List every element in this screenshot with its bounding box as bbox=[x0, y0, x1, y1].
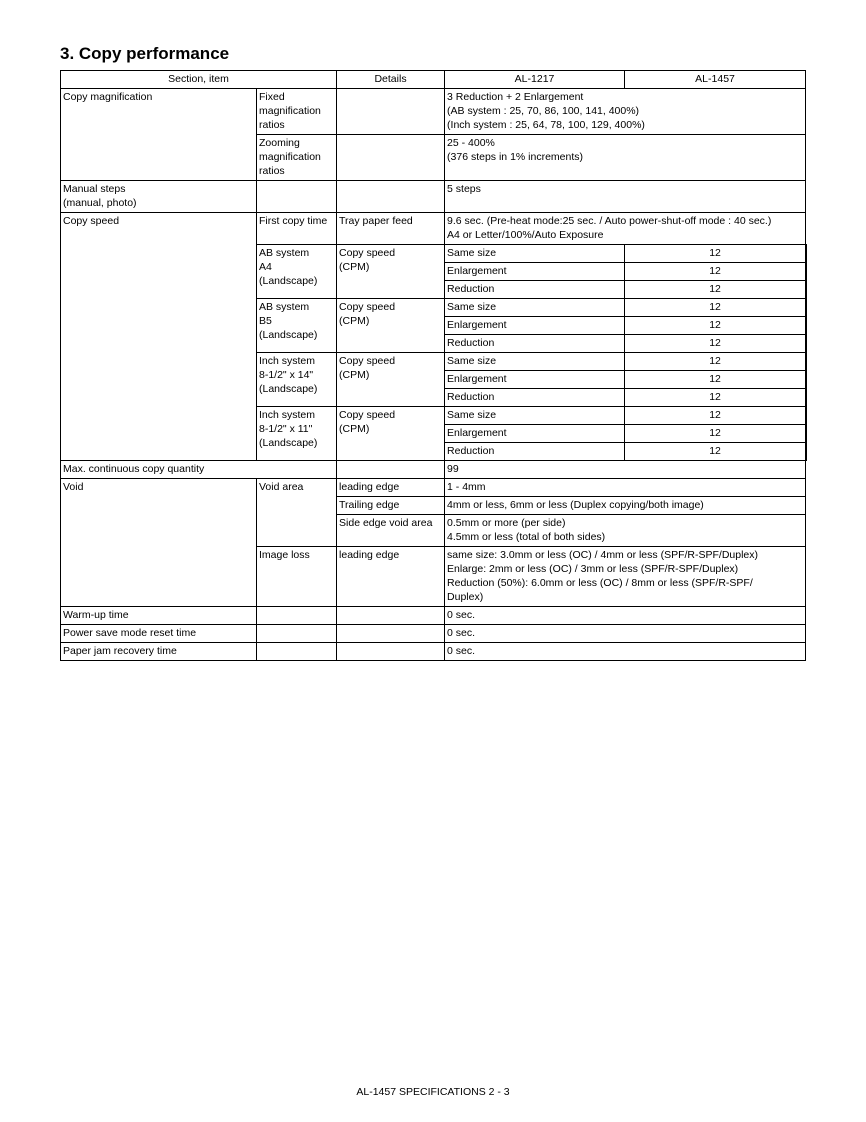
speed-value-a: 12 bbox=[625, 263, 806, 281]
void-side-label: Side edge void area bbox=[337, 515, 445, 547]
void-trailing-value: 4mm or less, 6mm or less (Duplex copying/both image) bbox=[445, 497, 806, 515]
empty-cell bbox=[337, 181, 445, 213]
speed-mode: Reduction bbox=[445, 389, 625, 407]
speed-value-a: 12 bbox=[625, 245, 806, 263]
fixed-magnification-value: 3 Reduction + 2 Enlargement (AB system : 25, 70, 86, 100, 141, 400%) (Inch system : 25, 64, 78, 100, 129, 400%) bbox=[445, 89, 806, 135]
empty-cell bbox=[337, 625, 445, 643]
empty-cell bbox=[337, 643, 445, 661]
speed-mode: Same size bbox=[445, 245, 625, 263]
table-row bbox=[61, 461, 807, 479]
first-copy-label: First copy time bbox=[257, 213, 337, 245]
void-leading-value: 1 - 4mm bbox=[445, 479, 806, 497]
void-trailing-label: Trailing edge bbox=[337, 497, 445, 515]
table-row bbox=[61, 89, 807, 135]
speed-value-a: 12 bbox=[625, 425, 806, 443]
speed-system-ab-b5: AB system B5 (Landscape) bbox=[257, 299, 337, 353]
speed-system-inch-legal: Inch system 8-1/2" x 14" (Landscape) bbox=[257, 353, 337, 407]
speed-value-b bbox=[806, 407, 807, 425]
first-copy-detail: Tray paper feed bbox=[337, 213, 445, 245]
manual-steps-value: 5 steps bbox=[445, 181, 806, 213]
header-details: Details bbox=[337, 71, 445, 89]
speed-value-b bbox=[806, 281, 807, 299]
void-leading-label: leading edge bbox=[337, 479, 445, 497]
speed-value-a: 12 bbox=[625, 317, 806, 335]
zoom-magnification-label: Zooming magnification ratios bbox=[257, 135, 337, 181]
speed-unit: Copy speed (CPM) bbox=[337, 299, 445, 353]
header-section-item: Section, item bbox=[61, 71, 337, 89]
copy-speed-label: Copy speed bbox=[61, 213, 257, 461]
speed-value-a: 12 bbox=[625, 389, 806, 407]
table-header-row bbox=[61, 71, 807, 89]
speed-value-b bbox=[806, 443, 807, 461]
empty-cell bbox=[257, 625, 337, 643]
speed-value-b bbox=[806, 389, 807, 407]
speed-mode: Reduction bbox=[445, 335, 625, 353]
image-loss-edge: leading edge bbox=[337, 547, 445, 607]
speed-value-b bbox=[806, 317, 807, 335]
speed-mode: Enlargement bbox=[445, 371, 625, 389]
table-row bbox=[61, 643, 807, 661]
speed-value-a: 12 bbox=[625, 407, 806, 425]
speed-mode: Reduction bbox=[445, 281, 625, 299]
speed-value-b bbox=[806, 245, 807, 263]
header-model-a: AL-1217 bbox=[445, 71, 625, 89]
magnification-label: Copy magnification bbox=[61, 89, 257, 181]
speed-mode: Reduction bbox=[445, 443, 625, 461]
speed-system-ab-a4: AB system A4 (Landscape) bbox=[257, 245, 337, 299]
copy-performance-table bbox=[60, 70, 807, 661]
empty-cell bbox=[257, 607, 337, 625]
speed-unit: Copy speed (CPM) bbox=[337, 407, 445, 461]
page-footer: AL-1457 SPECIFICATIONS 2 - 3 bbox=[356, 1086, 510, 1098]
void-label: Void bbox=[61, 479, 257, 607]
speed-mode: Same size bbox=[445, 299, 625, 317]
empty-cell bbox=[337, 461, 445, 479]
empty-cell bbox=[337, 89, 445, 135]
speed-mode: Enlargement bbox=[445, 263, 625, 281]
speed-value-a: 12 bbox=[625, 299, 806, 317]
table-row bbox=[61, 213, 807, 245]
speed-mode: Enlargement bbox=[445, 425, 625, 443]
void-side-value: 0.5mm or more (per side) 4.5mm or less (total of both sides) bbox=[445, 515, 806, 547]
image-loss-value: same size: 3.0mm or less (OC) / 4mm or less (SPF/R-SPF/Duplex) Enlarge: 2mm or less (OC) / 3mm or less (SPF/R-SPF/Duplex) Reduction (50%): 6.0mm or less (OC) / 8mm or less (SPF/R-SPF/ Duplex) bbox=[445, 547, 806, 607]
warmup-label: Warm-up time bbox=[61, 607, 257, 625]
table-row bbox=[61, 625, 807, 643]
max-continuous-label: Max. continuous copy quantity bbox=[61, 461, 337, 479]
speed-value-a: 12 bbox=[625, 353, 806, 371]
empty-cell bbox=[337, 607, 445, 625]
speed-value-a: 12 bbox=[625, 443, 806, 461]
speed-mode: Same size bbox=[445, 407, 625, 425]
max-continuous-value: 99 bbox=[445, 461, 806, 479]
void-area-label: Void area bbox=[257, 479, 337, 547]
paper-jam-label: Paper jam recovery time bbox=[61, 643, 257, 661]
warmup-value: 0 sec. bbox=[445, 607, 806, 625]
speed-value-b bbox=[806, 263, 807, 281]
first-copy-value: 9.6 sec. (Pre-heat mode:25 sec. / Auto power-shut-off mode : 40 sec.) A4 or Letter/100%/Auto Exposure bbox=[445, 213, 806, 245]
table-row bbox=[61, 607, 807, 625]
fixed-magnification-label: Fixed magnification ratios bbox=[257, 89, 337, 135]
section-heading: 3. Copy performance bbox=[60, 44, 230, 63]
speed-value-a: 12 bbox=[625, 371, 806, 389]
empty-cell bbox=[257, 181, 337, 213]
empty-cell bbox=[257, 643, 337, 661]
speed-system-inch-letter: Inch system 8-1/2" x 11" (Landscape) bbox=[257, 407, 337, 461]
empty-cell bbox=[337, 135, 445, 181]
header-model-b: AL-1457 bbox=[625, 71, 806, 89]
speed-value-a: 12 bbox=[625, 281, 806, 299]
speed-unit: Copy speed (CPM) bbox=[337, 245, 445, 299]
zoom-magnification-value: 25 - 400% (376 steps in 1% increments) bbox=[445, 135, 806, 181]
speed-value-b bbox=[806, 353, 807, 371]
speed-mode: Same size bbox=[445, 353, 625, 371]
speed-mode: Enlargement bbox=[445, 317, 625, 335]
speed-value-b bbox=[806, 371, 807, 389]
table-row bbox=[61, 181, 807, 213]
speed-value-b bbox=[806, 299, 807, 317]
image-loss-label: Image loss bbox=[257, 547, 337, 607]
power-save-label: Power save mode reset time bbox=[61, 625, 257, 643]
manual-steps-label: Manual steps (manual, photo) bbox=[61, 181, 257, 213]
table-row bbox=[61, 479, 807, 497]
speed-value-b bbox=[806, 425, 807, 443]
speed-unit: Copy speed (CPM) bbox=[337, 353, 445, 407]
paper-jam-value: 0 sec. bbox=[445, 643, 806, 661]
speed-value-a: 12 bbox=[625, 335, 806, 353]
power-save-value: 0 sec. bbox=[445, 625, 806, 643]
speed-value-b bbox=[806, 335, 807, 353]
